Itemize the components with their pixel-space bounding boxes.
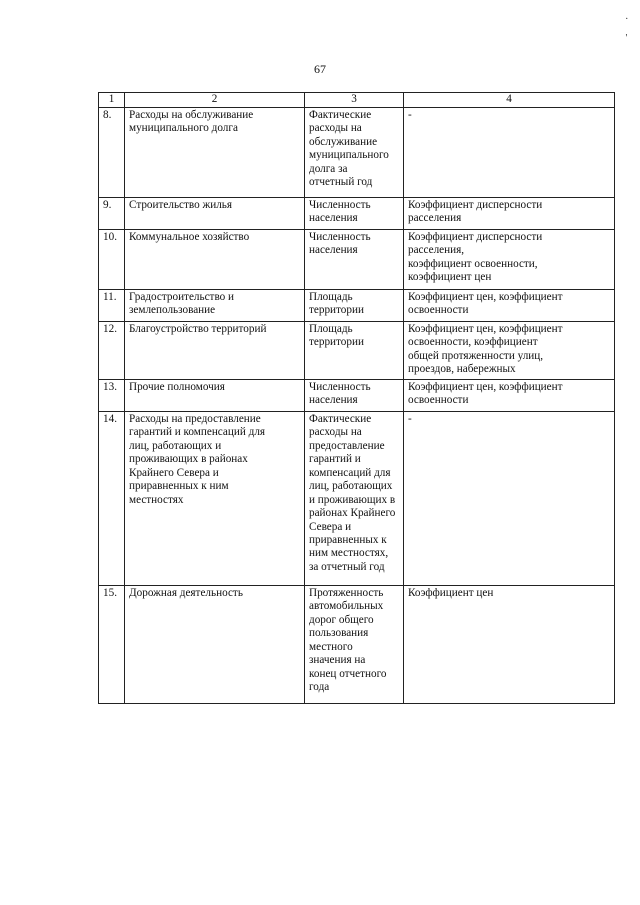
scan-marks: . ' — [625, 11, 628, 44]
table-row — [99, 412, 615, 586]
indicator: Протяженность автомобильных дорог общего пользования местного значения на конец отчетного года — [305, 586, 404, 704]
column-header: 3 — [305, 93, 404, 108]
row-number: 13. — [99, 380, 125, 412]
row-number: 12. — [99, 322, 125, 380]
coefficient: Коэффициент дисперсности расселения, коэффициент освоенности, коэффициент цен — [404, 230, 615, 290]
table-row — [99, 322, 615, 380]
coefficient: Коэффициент цен — [404, 586, 615, 704]
indicator: Фактические расходы на обслуживание муниципального долга за отчетный год — [305, 108, 404, 198]
coefficient: Коэффициент цен, коэффициент освоенности, коэффициент общей протяженности улиц, проездов, набережных — [404, 322, 615, 380]
table-row — [99, 198, 615, 230]
coefficient: Коэффициент цен, коэффициент освоенности — [404, 290, 615, 322]
column-header: 1 — [99, 93, 125, 108]
column-header: 4 — [404, 93, 615, 108]
coefficient: Коэффициент цен, коэффициент освоенности — [404, 380, 615, 412]
table-row — [99, 230, 615, 290]
expense-name: Расходы на предоставление гарантий и компенсаций для лиц, работающих и проживающих в районах Крайнего Севера и приравненных к ним местностях — [125, 412, 305, 586]
table-row — [99, 586, 615, 704]
indicator: Численность населения — [305, 198, 404, 230]
expense-name: Благоустройство территорий — [125, 322, 305, 380]
indicator: Площадь территории — [305, 322, 404, 380]
indicator: Численность населения — [305, 230, 404, 290]
row-number: 9. — [99, 198, 125, 230]
row-number: 8. — [99, 108, 125, 198]
row-number: 15. — [99, 586, 125, 704]
coefficient: - — [404, 108, 615, 198]
table-row — [99, 290, 615, 322]
coefficient: - — [404, 412, 615, 586]
row-number: 10. — [99, 230, 125, 290]
table-row — [99, 108, 615, 198]
expense-name: Дорожная деятельность — [125, 586, 305, 704]
table-header-row — [99, 93, 615, 108]
expense-name: Коммунальное хозяйство — [125, 230, 305, 290]
indicator: Площадь территории — [305, 290, 404, 322]
expense-name: Прочие полномочия — [125, 380, 305, 412]
expense-name: Градостроительство и землепользование — [125, 290, 305, 322]
expense-name: Расходы на обслуживание муниципального долга — [125, 108, 305, 198]
column-header: 2 — [125, 93, 305, 108]
table-row — [99, 380, 615, 412]
expense-name: Строительство жилья — [125, 198, 305, 230]
row-number: 11. — [99, 290, 125, 322]
indicator: Фактические расходы на предоставление гарантий и компенсаций для лиц, работающих и проживающих в районах Крайнего Севера и приравненных к ним местностях, за отчетный год — [305, 412, 404, 586]
indicator: Численность населения — [305, 380, 404, 412]
page-number: 67 — [314, 62, 326, 76]
row-number: 14. — [99, 412, 125, 586]
coefficients-table — [98, 92, 615, 704]
coefficient: Коэффициент дисперсности расселения — [404, 198, 615, 230]
